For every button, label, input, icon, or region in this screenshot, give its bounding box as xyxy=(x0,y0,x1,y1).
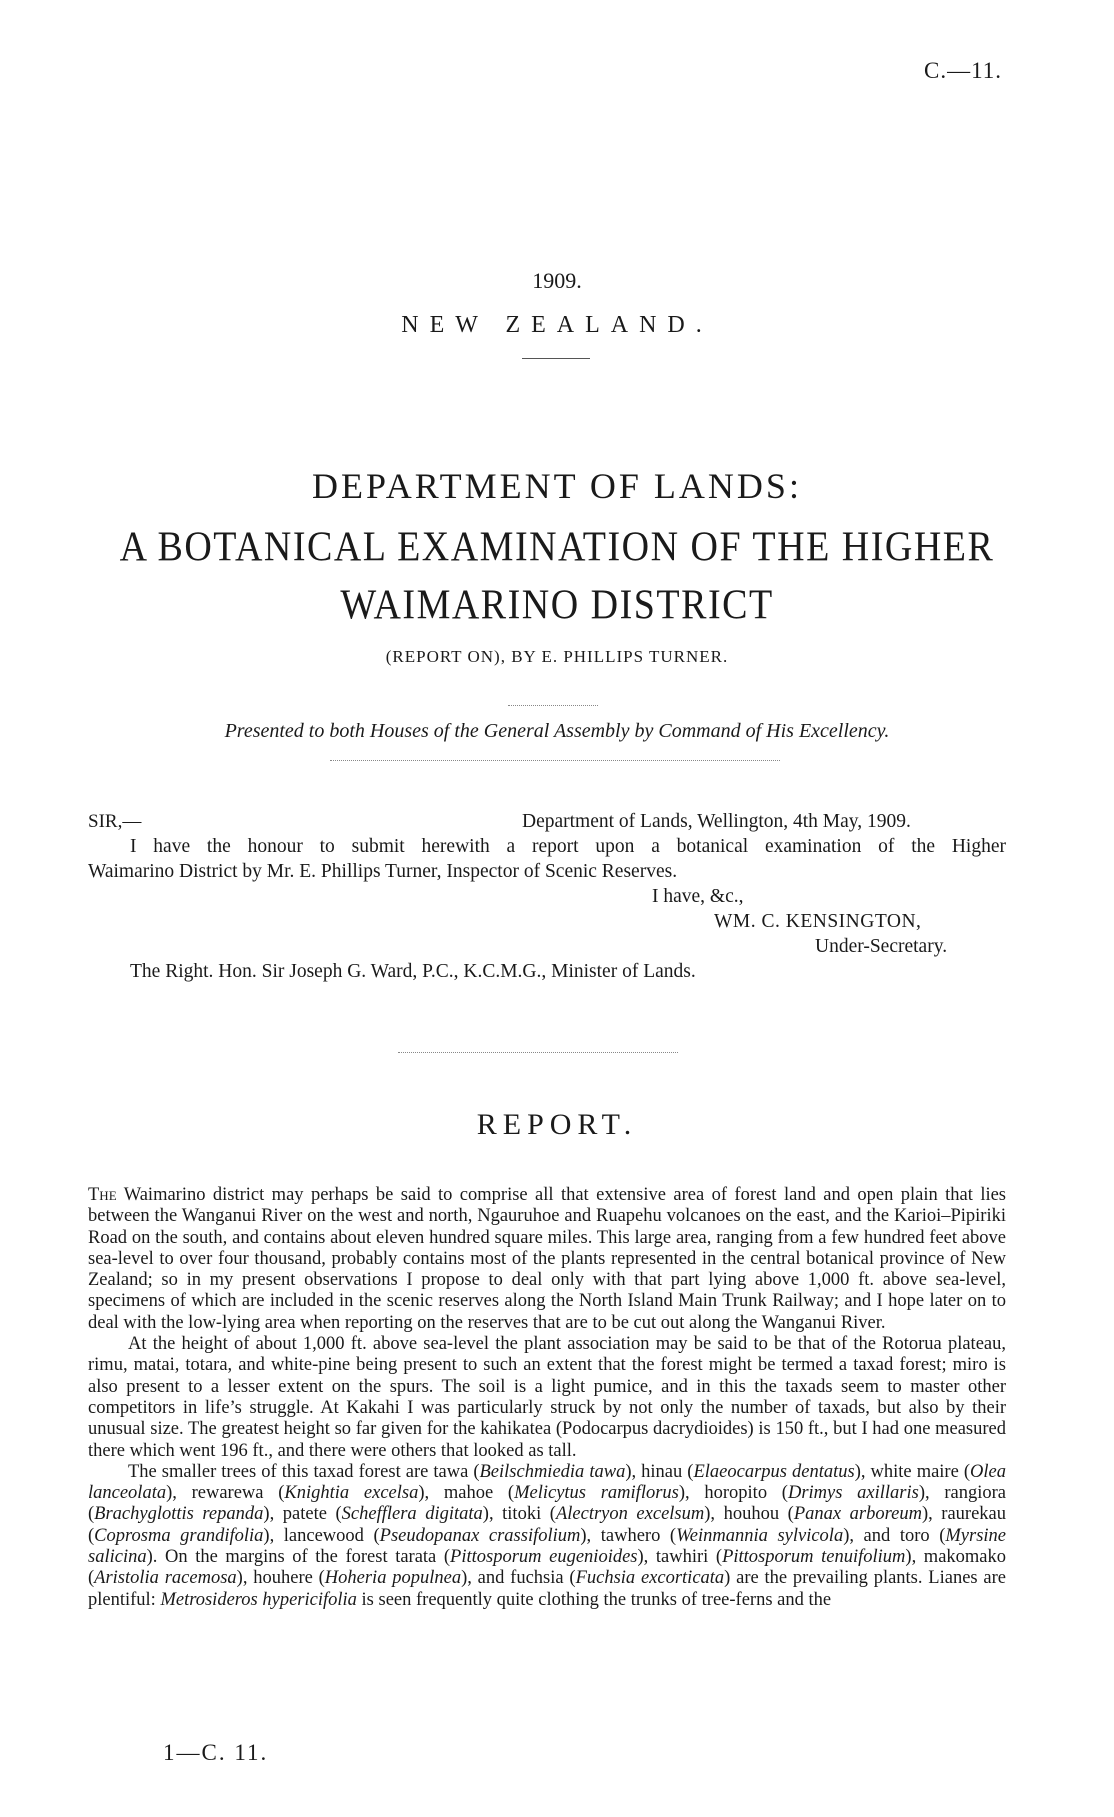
text-run: ), rangiora ( xyxy=(88,1483,1006,1525)
year: 1909. xyxy=(532,268,582,293)
species-name: Panax arboreum xyxy=(793,1504,922,1525)
species-name: Elaeocarpus dentatus xyxy=(693,1461,855,1482)
divider-rule xyxy=(330,760,780,761)
text-run: ), patete ( xyxy=(263,1504,342,1525)
text-run: ), houhere ( xyxy=(236,1568,325,1589)
species-name: Coprosma grandifolia xyxy=(94,1525,264,1546)
text-run: ), hinau ( xyxy=(625,1461,694,1482)
species-name: Weinmannia sylvicola xyxy=(676,1525,844,1546)
text-run: ), houhou ( xyxy=(704,1504,794,1525)
text-run: ), raurekau ( xyxy=(88,1504,1007,1546)
report-paragraph-1 xyxy=(88,1185,1006,1334)
report-title-line1: A BOTANICAL EXAMINATION OF THE HIGHER xyxy=(119,523,995,571)
letter-body-line2: Waimarino District by Mr. E. Phillips Turner, Inspector of Scenic Reserves. xyxy=(88,861,678,882)
signature-mark: 1—C. 11. xyxy=(163,1740,269,1765)
text-run: ), lancewood ( xyxy=(263,1525,380,1546)
salutation: SIR,— xyxy=(88,811,142,832)
text-run: ), tawhero ( xyxy=(580,1525,677,1546)
text-run: ), makomako ( xyxy=(88,1547,1007,1589)
species-name: Drimys axillaris xyxy=(787,1483,919,1504)
report-heading: REPORT. xyxy=(476,1108,638,1141)
text-run: ), titoki ( xyxy=(482,1504,556,1525)
letter-recipient: The Right. Hon. Sir Joseph G. Ward, P.C., K.C.M.G., Minister of Lands. xyxy=(130,961,696,982)
letter-body-line1: I have the honour to submit herewith a report upon a botanical examination of the Higher xyxy=(130,836,1006,857)
letter-signature-title: Under-Secretary. xyxy=(815,936,948,957)
report-paragraph-3 xyxy=(88,1462,1006,1611)
species-name: Pittosporum eugenioides xyxy=(450,1547,638,1568)
presented-line: Presented to both Houses of the General Assembly by Command of His Excellency. xyxy=(224,720,890,742)
species-name: Melicytus ramiflorus xyxy=(514,1483,679,1504)
letter-signature: WM. C. KENSINGTON, xyxy=(714,911,922,932)
report-body xyxy=(88,1185,1006,1611)
text-run: ), tawhiri ( xyxy=(637,1547,723,1568)
species-name: Alectryon excelsum xyxy=(555,1504,705,1525)
country-heading: NEW ZEALAND. xyxy=(401,312,713,338)
text-run: ), and toro ( xyxy=(843,1525,946,1546)
letter-closing: I have, &c., xyxy=(652,886,744,907)
byline: (REPORT ON), BY E. PHILLIPS TURNER. xyxy=(385,647,729,666)
page-reference: C.—11. xyxy=(924,58,1002,83)
text-run: The smaller trees of this taxad forest are tawa ( xyxy=(128,1461,480,1482)
text-run: ), mahoe ( xyxy=(418,1483,515,1504)
species-name: Fuchsia excorticata xyxy=(575,1568,725,1589)
letter-address-date: Department of Lands, Wellington, 4th May, 1909. xyxy=(522,811,911,832)
text-run: ) are the prevailing plants. Lianes are plentiful: xyxy=(88,1568,1006,1610)
divider-rule xyxy=(508,705,598,706)
species-name: Hoheria populnea xyxy=(324,1568,462,1589)
species-name: Pittosporum tenuifolium xyxy=(722,1547,906,1568)
species-name: Myrsine salicina xyxy=(88,1525,1006,1568)
species-name: Aristolia racemosa xyxy=(94,1568,237,1589)
text-run: ). On the margins of the forest tarata ( xyxy=(146,1547,451,1568)
report-paragraph-2: At the height of about 1,000 ft. above sea-level the plant association may be said to be that of the Rotorua plateau, rimu, matai, totara, and white-pine being present to such an extent that the forest might be termed a taxad forest; miro is also present to a lesser extent on the spurs. The soil is a light pumice, and in this the taxads seem to master other competitors in life’s struggle. At Kakahi I was particularly struck by not only the number of taxads, but also by their unusual size. The greatest height so far given for the kahikatea (Podocarpus dacrydioides) is 150 ft., but I had one measured there which went 196 ft., and there were others that looked as tall. xyxy=(88,1334,1006,1461)
text-run: is seen frequently quite clothing the trunks of tree-ferns and the xyxy=(356,1589,832,1610)
divider-rule xyxy=(398,1052,678,1053)
text-run: ), rewarewa ( xyxy=(166,1483,285,1504)
text-run: ), white maire ( xyxy=(854,1461,971,1482)
species-name: Brachyglottis repanda xyxy=(94,1504,264,1525)
department-title: DEPARTMENT OF LANDS: xyxy=(312,466,802,506)
species-name: Knightia excelsa xyxy=(284,1483,419,1504)
species-name: Pseudopanax crassifolium xyxy=(379,1525,581,1546)
species-name: Schefflera digitata xyxy=(341,1504,483,1525)
paragraph-text: Waimarino district may perhaps be said to comprise all that extensive area of forest land and open plain that lies between the Wanganui River on the west and north, Ngauruhoe and Ruapehu volcanoes on the east, and the Karioi–Pipiriki Road on the south, and contains about eleven hundred square miles. This large area, ranging from a few hundred feet above sea-level to over four thousand, probably contains most of the plants represented in the central botanical province of New Zealand; so in my present observations I propose to deal only with that part lying above 1,000 ft. above sea-level, specimens of which are included in the scenic reserves along the North Island Main Trunk Railway; and I hope later on to deal with the low-lying area when reporting on the reserves that are to be cut out along the Wanganui River. xyxy=(88,1185,1007,1333)
divider-rule xyxy=(522,358,590,359)
paragraph-lead-word: The xyxy=(88,1185,117,1205)
species-name: Metrosideros hypericifolia xyxy=(160,1589,357,1610)
species-name: Olea lanceolata xyxy=(88,1461,1006,1504)
report-title-line2: WAIMARINO DISTRICT xyxy=(340,581,774,629)
text-run: ), and fuchsia ( xyxy=(461,1568,576,1589)
species-name: Beilschmiedia tawa xyxy=(479,1461,626,1482)
text-run: ), horopito ( xyxy=(678,1483,788,1504)
